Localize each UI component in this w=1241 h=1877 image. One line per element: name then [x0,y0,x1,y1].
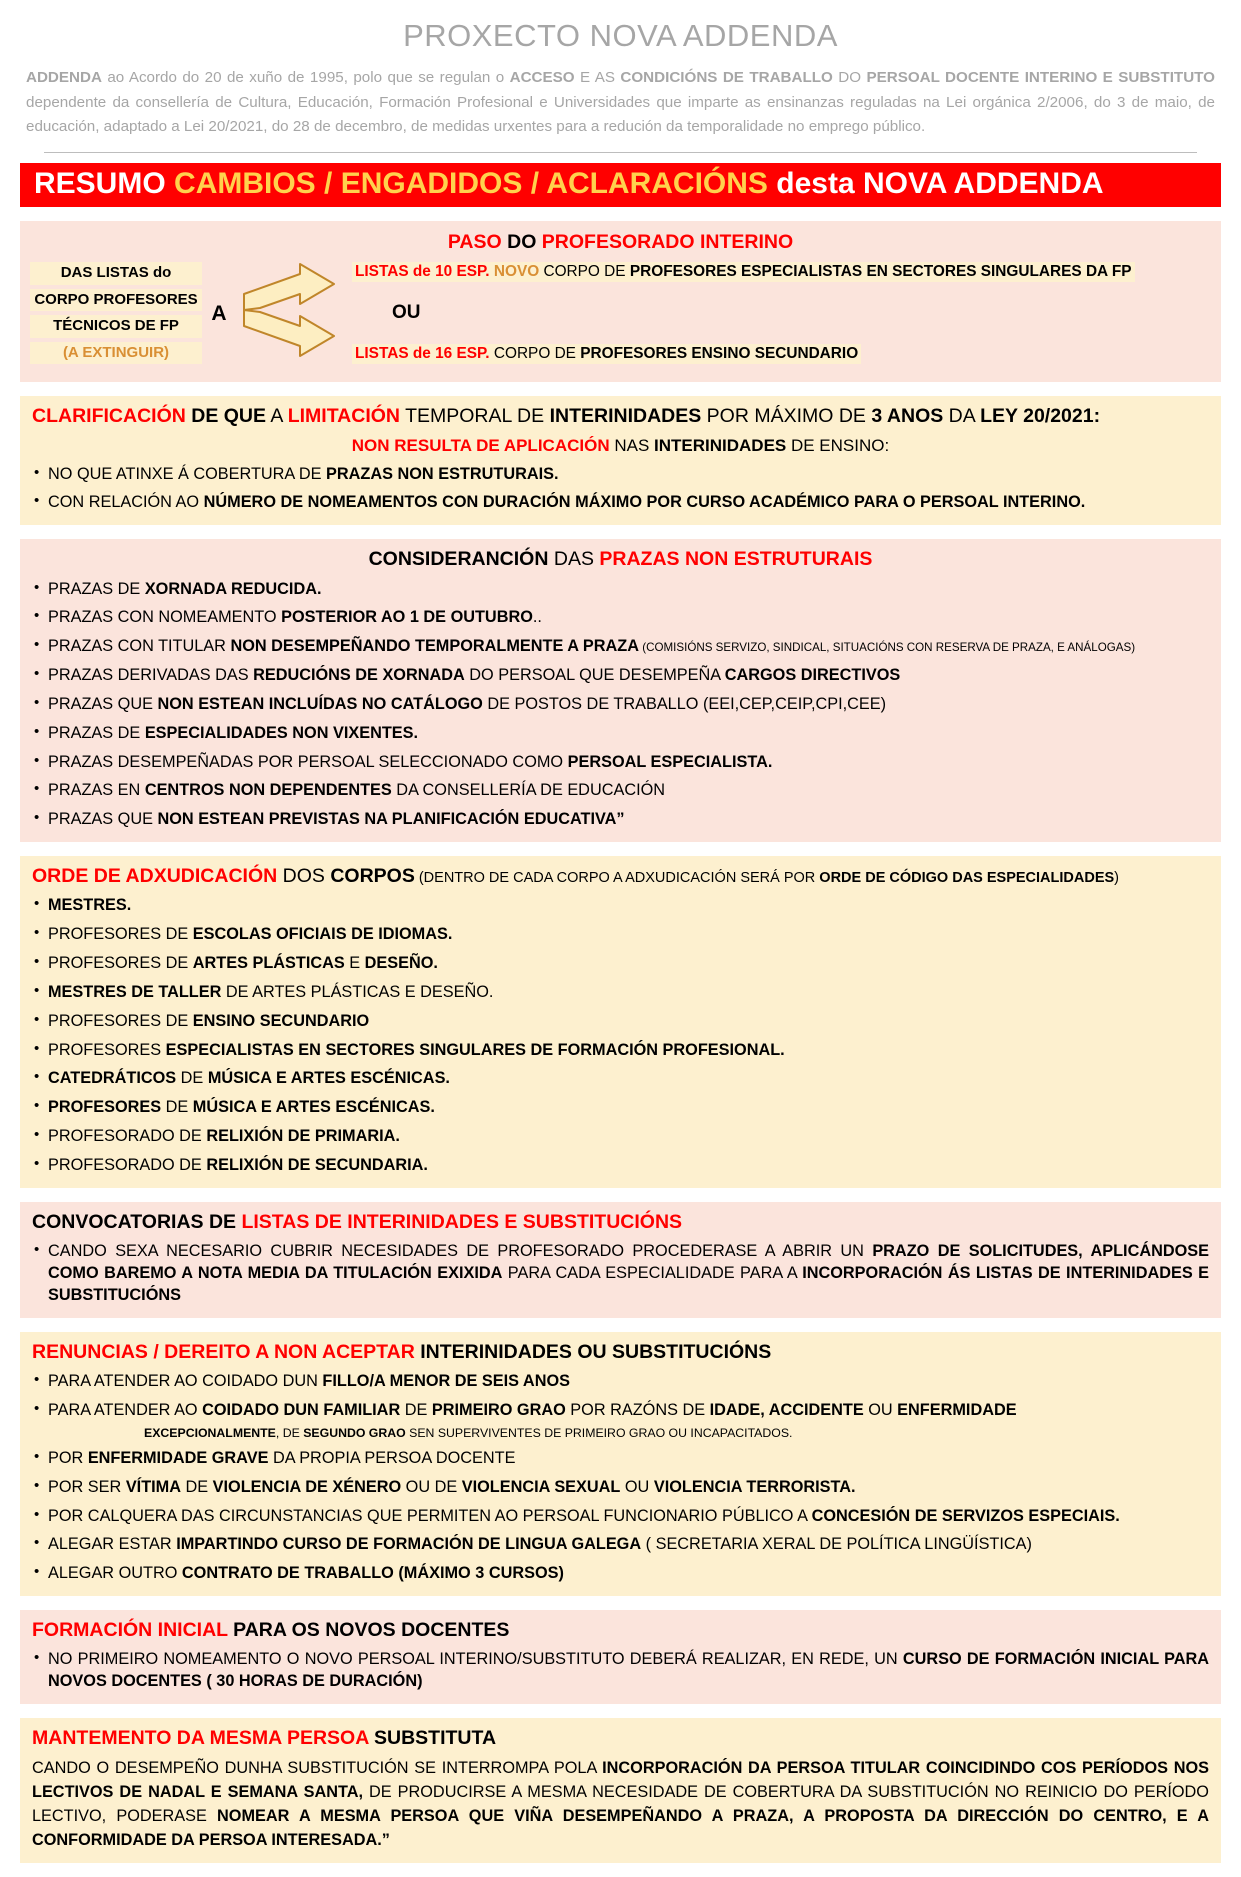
formacion-heading-run-1: PARA OS NOVOS DOCENTES [227,1619,510,1642]
banner-word-cambios: CAMBIOS / ENGADIDOS / ACLARACIÓNS [174,166,768,200]
consideracion-bullets-0-run-0: PRAZAS DE [48,579,145,598]
renuncias-bullets-1-run-5: IDADE, ACCIDENTE [709,1400,864,1419]
orde-bullets-1-run-0: PROFESORES DE [48,925,193,944]
clarificacion-center-line-run-0: NON RESULTA DE APLICACIÓN [351,435,610,455]
mantemento-paragraph-run-3: NOMEAR A MESMA PERSOA QUE VIÑA DESEMPEÑANDO A PRAZA, A PROPOSTA DA DIRECCIÓN DO CENTRO, E A CONFORMIDADE DA PERSOA INTERESADA.” [32,1807,1209,1849]
consideracion-bullets-item [32,579,1209,601]
consideracion-heading-run-1: DAS [548,548,600,571]
orde-bullets-item [32,1011,1209,1033]
clarificacion-bullets-1-run-1: NÚMERO DE NOMEAMENTOS CON DURACIÓN MÁXIMO POR CURSO ACADÉMICO PARA O PERSOAL INTERINO. [203,493,1086,512]
consideracion-bullets-4-run-2: DE POSTOS DE TRABALLO (EEI,CEP,CEIP,CPI,CEE) [482,694,887,713]
orde-bullets-2-run-1: ARTES PLÁSTICAS [192,954,345,973]
orde-bullets-6-run-2: MÚSICA E ARTES ESCÉNICAS. [207,1069,450,1088]
diagram-title-paso: PASO [447,231,502,254]
consideracion-bullets-0-run-1: XORNADA REDUCIDA. [144,579,322,598]
consideracion-bullets-item [32,723,1209,745]
section-formacion-inicial [20,1610,1221,1704]
renuncias-bullets-item [32,1506,1209,1528]
convocatorias-bullets-0-run-1: PRAZO DE SOLICITUDES, APLICÁNDOSE COMO BAREMO A NOTA MEDIA DA TITULACIÓN EXIXIDA [48,1242,1209,1282]
convocatorias-bullets [32,1241,1209,1306]
renuncias-bullets-1-run-1: COIDADO DUN FAMILIAR [202,1400,401,1419]
renuncias-bullets-4-run-0: POR CALQUERA DAS CIRCUNSTANCIAS QUE PERMITEN AO PERSOAL FUNCIONARIO PÚBLICO A [48,1506,812,1525]
renuncias-bullets-3-run-2: DE [180,1477,213,1496]
convocatorias-bullets-0-run-2: PARA CADA ESPECIALIDADE PARA A [502,1263,803,1282]
page-title: PROXECTO NOVA ADDENDA [403,18,838,53]
left-box-line-3: TÉCNICOS DE FP [30,315,202,338]
clarificacion-center-line [32,436,1209,456]
intro-run-4: CONDICIÓNS DE TRABALLO [620,69,833,86]
orde-bullets-8-run-0: PROFESORADO DE [48,1127,207,1146]
clarificacion-heading-run-6: POR MÁXIMO DE [701,405,872,428]
consideracion-bullets-item [32,780,1209,802]
mantemento-paragraph-run-2: DE PRODUCIRSE A MESMA NECESIDADE DE COBERTURA DA SUBSTITUCIÓN NO REINICIO DO PERÍODO LECTIVO, PODERASE [32,1783,1209,1826]
consideracion-bullets-item [32,665,1209,687]
section-consideracion [20,539,1221,842]
renuncias-bullets-3-run-1: VÍTIMA [125,1477,181,1496]
consideracion-heading-run-0: CONSIDERANCIÓN [368,548,549,571]
intro-run-2: ACCESO [509,69,575,86]
consideracion-bullets-1-run-1: POSTERIOR AO 1 DE OUTUBRO [281,608,533,627]
renuncias-heading-run-1: INTERINIDADES OU SUBSTITUCIÓNS [414,1340,772,1363]
clarificacion-heading-run-2: A [266,405,288,428]
diagram-ou-label: OU [392,302,421,324]
orde-bullets-3-run-0: MESTRES DE TALLER [48,982,222,1001]
renuncias-bullets-item [32,1448,1209,1470]
consideracion-bullets-2-run-1: NON DESEMPEÑANDO TEMPORALMENTE A PRAZA [230,637,640,656]
orde-bullets-0-run-0: MESTRES. [48,896,132,915]
renuncias-bullets-5-run-2: ( SECRETARIA XERAL DE POLÍTICA LINGÜÍSTICA) [641,1535,1032,1554]
clarificacion-center-line-run-2: INTERINIDADES [654,435,787,455]
orde-bullets-7-run-2: MÚSICA E ARTES ESCÉNICAS. [192,1098,435,1117]
clarificacion-heading-run-4: TEMPORAL DE [400,405,550,428]
consideracion-bullets-6-run-0: PRAZAS DESEMPEÑADAS POR PERSOAL SELECCIONADO COMO [48,752,568,771]
left-box-line-2: CORPO PROFESORES [30,289,202,312]
diagram-title-do: DO [501,231,542,254]
clarificacion-bullets [32,464,1209,515]
section-mantemento [20,1718,1221,1862]
line1-listas: LISTAS de 10 ESP. [355,263,490,281]
mantemento-paragraph-run-1: INCORPORACIÓN DA PERSOA TITULAR COINCIDINDO COS PERÍODOS NOS LECTIVOS DE NADAL E SEMANA SANTA, [32,1759,1209,1802]
orde-bullets-4-run-0: PROFESORES DE [48,1011,193,1030]
renuncias-heading-run-0: RENUNCIAS / DEREITO A NON ACEPTAR [32,1340,415,1363]
consideracion-bullets-2-run-0: PRAZAS CON TITULAR [48,637,231,656]
consideracion-bullets-3-run-2: DO PERSOAL QUE DESEMPEÑA [464,666,725,685]
line1-novo: NOVO [489,263,540,281]
renuncias-bullets-1-run-11: SEN SUPERVIVENTES DE PRIMEIRO GRAO OU INCAPACITADOS. [405,1425,793,1440]
diagram-right-column [346,260,1211,368]
orde-bullets-7-run-0: PROFESORES [48,1098,162,1117]
intro-paragraph [26,66,1215,140]
orde-bullets-2-run-3: DESEÑO. [364,954,438,973]
renuncias-heading [32,1340,1209,1365]
renuncias-bullets-1-subnote [48,1425,1209,1441]
renuncias-bullets-6-run-0: ALEGAR OUTRO [48,1564,182,1583]
renuncias-bullets-2-run-0: POR [48,1448,88,1467]
clarificacion-center-line-run-3: DE ENSINO: [786,435,890,455]
mantemento-paragraph [32,1757,1209,1852]
renuncias-bullets-1-run-8: EXCEPCIONALMENTE [144,1425,276,1440]
orde-bullets [32,895,1209,1176]
section-clarificacion [20,396,1221,525]
orde-bullets-1-run-1: ESCOLAS OFICIAIS DE IDIOMAS. [192,925,453,944]
orde-bullets-item [32,982,1209,1004]
clarificacion-heading-run-1: DE QUE [185,405,267,428]
mantemento-heading-run-1: SUBSTITUTA [368,1727,497,1750]
clarificacion-heading-run-9: LEY 20/2021: [980,405,1101,428]
convocatorias-bullets-0-run-0: CANDO SEXA NECESARIO CUBRIR NECESIDADES DE PROFESORADO PROCEDERASE A ABRIR UN [48,1242,873,1261]
orde-bullets-item [32,1097,1209,1119]
consideracion-bullets-5-run-0: PRAZAS DE [48,723,145,742]
consideracion-bullets-6-run-1: PERSOAL ESPECIALISTA. [567,752,773,771]
intro-run-0: ADDENDA [26,69,102,86]
intro-run-6: PERSOAL DOCENTE INTERINO E SUBSTITUTO [866,69,1215,86]
consideracion-bullets-item [32,694,1209,716]
renuncias-bullets-1-run-3: PRIMEIRO GRAO [431,1400,566,1419]
clarificacion-bullets-0-run-0: NO QUE ATINXE Á COBERTURA DE [48,464,327,483]
section-orde-adxudicacion [20,856,1221,1188]
line2-corpo: CORPO DE [489,345,581,363]
convocatorias-heading [32,1210,1209,1235]
banner-word-resumo: RESUMO [34,166,166,200]
convocatorias-bullets-item [32,1241,1209,1306]
clarificacion-center-line-run-1: NAS [609,435,655,455]
convocatorias-heading-run-0: CONVOCATORIAS DE [32,1210,242,1233]
convocatorias-heading-run-1: LISTAS DE INTERINIDADES E SUBSTITUCIÓNS [241,1210,683,1233]
orde-heading-run-1: DOS [277,865,331,888]
orde-heading-run-3: (DENTRO DE CADA CORPO A ADXUDICACIÓN SERÁ POR [414,870,820,887]
renuncias-bullets-1-run-2: DE [400,1400,432,1419]
orde-heading-run-4: ORDE DE CÓDIGO DAS ESPECIALIDADES [819,870,1115,887]
formacion-bullets [32,1649,1209,1693]
orde-bullets-5-run-1: ESPECIALISTAS EN SECTORES SINGULARES DE FORMACIÓN PROFESIONAL. [165,1040,785,1059]
renuncias-bullets-item [32,1563,1209,1585]
diagram-left-box [30,260,202,368]
consideracion-bullets-2-run-2: (COMISIÓNS SERVIZO, SINDICAL, SITUACIÓNS CON RESERVA DE PRAZA, E ANÁLOGAS) [639,641,1136,655]
mantemento-heading-run-0: MANTEMENTO DA MESMA PERSOA [32,1727,369,1750]
consideracion-bullets-item [32,636,1209,658]
convocatorias-bullets-0-run-3: INCORPORACIÓN ÁS LISTAS DE INTERINIDADES E SUBSTITUCIÓNS [48,1263,1209,1304]
consideracion-bullets-item [32,809,1209,831]
renuncias-bullets-item [32,1534,1209,1556]
renuncias-bullets-3-run-5: VIOLENCIA SEXUAL [461,1477,621,1496]
clarificacion-heading [32,404,1209,429]
formacion-heading-run-0: FORMACIÓN INICIAL [32,1619,228,1642]
renuncias-bullets-0-run-1: FILLO/A MENOR DE SEIS ANOS [322,1371,570,1390]
diagram-arrow-wrap [236,260,346,368]
divider-rule [44,152,1197,153]
intro-run-3: E AS [574,69,621,86]
diagram-line-2 [352,344,861,364]
formacion-bullets-0-run-1: CURSO DE FORMACIÓN INICIAL PARA NOVOS DOCENTES ( 30 HORAS DE DURACIÓN) [48,1650,1209,1691]
consideracion-bullets-1-run-2: .. [532,608,542,627]
orde-bullets-9-run-1: RELIXIÓN DE SECUNDARIA. [206,1155,428,1174]
line2-listas: LISTAS de 16 ESP. [355,345,490,363]
diagram-title [30,231,1211,254]
resumo-banner [20,163,1221,207]
mantemento-paragraph-run-0: CANDO O DESEMPEÑO DUNHA SUBSTITUCIÓN SE INTERROMPA POLA [32,1759,603,1778]
clarificacion-bullets-item [32,492,1209,514]
orde-bullets-2-run-2: E [344,954,365,973]
renuncias-bullets-3-run-3: VIOLENCIA DE XÉNERO [212,1477,402,1496]
consideracion-bullets-7-run-1: CENTROS NON DEPENDENTES [144,781,392,800]
orde-heading-run-0: ORDE DE ADXUDICACIÓN [32,865,278,888]
renuncias-bullets-2-run-1: ENFERMIDADE GRAVE [87,1448,269,1467]
consideracion-bullets-8-run-1: NON ESTEAN PREVISTAS NA PLANIFICACIÓN EDUCATIVA” [157,810,625,829]
diagram-a-label: A [211,302,227,326]
orde-bullets-7-run-1: DE [161,1098,193,1117]
renuncias-bullets-1-run-6: OU [863,1400,898,1419]
consideracion-bullets-5-run-1: ESPECIALIDADES NON VIXENTES. [144,723,419,742]
renuncias-bullets-1-run-0: PARA ATENDER AO [48,1400,203,1419]
consideracion-bullets-item [32,607,1209,629]
clarificacion-heading-run-8: DA [943,405,981,428]
renuncias-bullets [32,1371,1209,1585]
line2-bold: PROFESORES ENSINO SECUNDARIO [580,345,859,363]
renuncias-bullets-1-run-7: ENFERMIDADE [897,1400,1017,1419]
orde-heading-run-2: CORPOS [330,865,415,888]
formacion-heading [32,1618,1209,1643]
orde-bullets-8-run-1: RELIXIÓN DE PRIMARIA. [206,1127,400,1146]
intro-run-7: dependente da consellería de Cultura, Educación, Formación Profesional e Universidades que imparte as ensinanzas reguladas na Lei orgánica 2/2006, do 3 de maio, de educación, adaptado a Lei 20/2021, do 28 de decembro, de medidas urxentes para a redución da temporalidade no emprego público. [26,93,1215,136]
renuncias-bullets-3-run-4: OU DE [401,1477,462,1496]
consideracion-bullets-4-run-0: PRAZAS QUE [48,694,158,713]
renuncias-bullets-5-run-1: IMPARTINDO CURSO DE FORMACIÓN DE LINGUA GALEGA [176,1535,642,1554]
orde-bullets-6-run-0: CATEDRÁTICOS [48,1069,177,1088]
consideracion-bullets [32,579,1209,831]
consideracion-bullets-3-run-3: CARGOS DIRECTIVOS [724,666,901,685]
orde-heading-run-5: ) [1114,870,1120,887]
orde-heading [32,864,1209,889]
orde-bullets-3-run-1: DE ARTES PLÁSTICAS E DESEÑO. [221,982,494,1001]
consideracion-heading-run-2: PRAZAS NON ESTRUTURAIS [599,548,873,571]
clarificacion-heading-run-5: INTERINIDADES [549,405,702,428]
consideracion-bullets-7-run-0: PRAZAS EN [48,781,145,800]
clarificacion-bullets-1-run-0: CON RELACIÓN AO [48,493,204,512]
renuncias-bullets-6-run-1: CONTRATO DE TRABALLO (MÁXIMO 3 CURSOS) [181,1564,564,1583]
orde-bullets-item [32,895,1209,917]
formacion-bullets-item [32,1649,1209,1693]
renuncias-bullets-0-run-0: PARA ATENDER AO COIDADO DUN [48,1371,323,1390]
renuncias-bullets-item [32,1400,1209,1441]
renuncias-bullets-1-run-4: POR RAZÓNS DE [565,1400,710,1419]
renuncias-bullets-item [32,1477,1209,1499]
orde-bullets-2-run-0: PROFESORES DE [48,954,193,973]
consideracion-heading [32,547,1209,572]
diagram-line-1 [352,262,1135,282]
consideracion-bullets-4-run-1: NON ESTEAN INCLUÍDAS NO CATÁLOGO [157,694,483,713]
diagram-title-profesorado: PROFESORADO INTERINO [541,231,794,254]
consideracion-bullets-8-run-0: PRAZAS QUE [48,810,158,829]
consideracion-bullets-3-run-0: PRAZAS DERIVADAS DAS [48,666,254,685]
intro-run-1: ao Acordo do 20 de xuño de 1995, polo que se regulan o [101,69,510,86]
renuncias-bullets-3-run-0: POR SER [48,1477,126,1496]
orde-bullets-item [32,924,1209,946]
clarificacion-bullets-item [32,464,1209,486]
banner-word-desta: desta NOVA ADDENDA [776,166,1104,200]
clarificacion-bullets-0-run-1: PRAZAS NON ESTRUTURAIS. [326,464,559,483]
clarificacion-heading-run-3: LIMITACIÓN [287,405,401,428]
orde-bullets-5-run-0: PROFESORES [48,1040,166,1059]
orde-bullets-item [32,1126,1209,1148]
orde-bullets-item [32,953,1209,975]
line1-bold: PROFESORES ESPECIALISTAS EN SECTORES SINGULARES DA FP [629,263,1132,281]
renuncias-bullets-4-run-1: CONCESIÓN DE SERVIZOS ESPECIAIS. [811,1506,1120,1525]
clarificacion-heading-run-0: CLARIFICACIÓN [32,405,186,428]
clarificacion-heading-run-7: 3 ANOS [871,405,944,428]
mantemento-heading [32,1726,1209,1751]
renuncias-bullets-3-run-7: VIOLENCIA TERRORISTA. [653,1477,856,1496]
intro-run-5: DO [832,69,867,86]
renuncias-bullets-1-run-9: , DE [275,1425,304,1440]
line1-corpo: CORPO DE [539,263,630,281]
renuncias-bullets-5-run-0: ALEGAR ESTAR [48,1535,177,1554]
renuncias-bullets-item [32,1371,1209,1393]
section-convocatorias [20,1202,1221,1318]
orde-bullets-4-run-1: ENSINO SECUNDARIO [192,1011,370,1030]
consideracion-bullets-3-run-1: REDUCIÓNS DE XORNADA [253,666,465,685]
renuncias-bullets-3-run-6: OU [620,1477,654,1496]
consideracion-bullets-1-run-0: PRAZAS CON NOMEAMENTO [48,608,282,627]
renuncias-bullets-2-run-2: DA PROPIA PERSOA DOCENTE [268,1448,516,1467]
orde-bullets-item [32,1040,1209,1062]
section-renuncias [20,1332,1221,1597]
paso-profesorado-diagram [20,221,1221,382]
consideracion-bullets-item [32,752,1209,774]
left-box-line-1: DAS LISTAS do [30,262,202,285]
formacion-bullets-0-run-0: NO PRIMEIRO NOMEAMENTO O NOVO PERSOAL INTERINO/SUBSTITUTO DEBERÁ REALIZAR, EN REDE, UN [48,1650,903,1669]
orde-bullets-item [32,1155,1209,1177]
orde-bullets-item [32,1068,1209,1090]
left-box-line-4: (A EXTINGUIR) [30,342,202,365]
consideracion-bullets-7-run-2: DA CONSELLERÍA DE EDUCACIÓN [391,781,666,800]
orde-bullets-6-run-1: DE [176,1069,208,1088]
renuncias-bullets-1-run-10: SEGUNDO GRAO [303,1425,406,1440]
orde-bullets-9-run-0: PROFESORADO DE [48,1155,207,1174]
split-arrow-icon [236,260,346,360]
